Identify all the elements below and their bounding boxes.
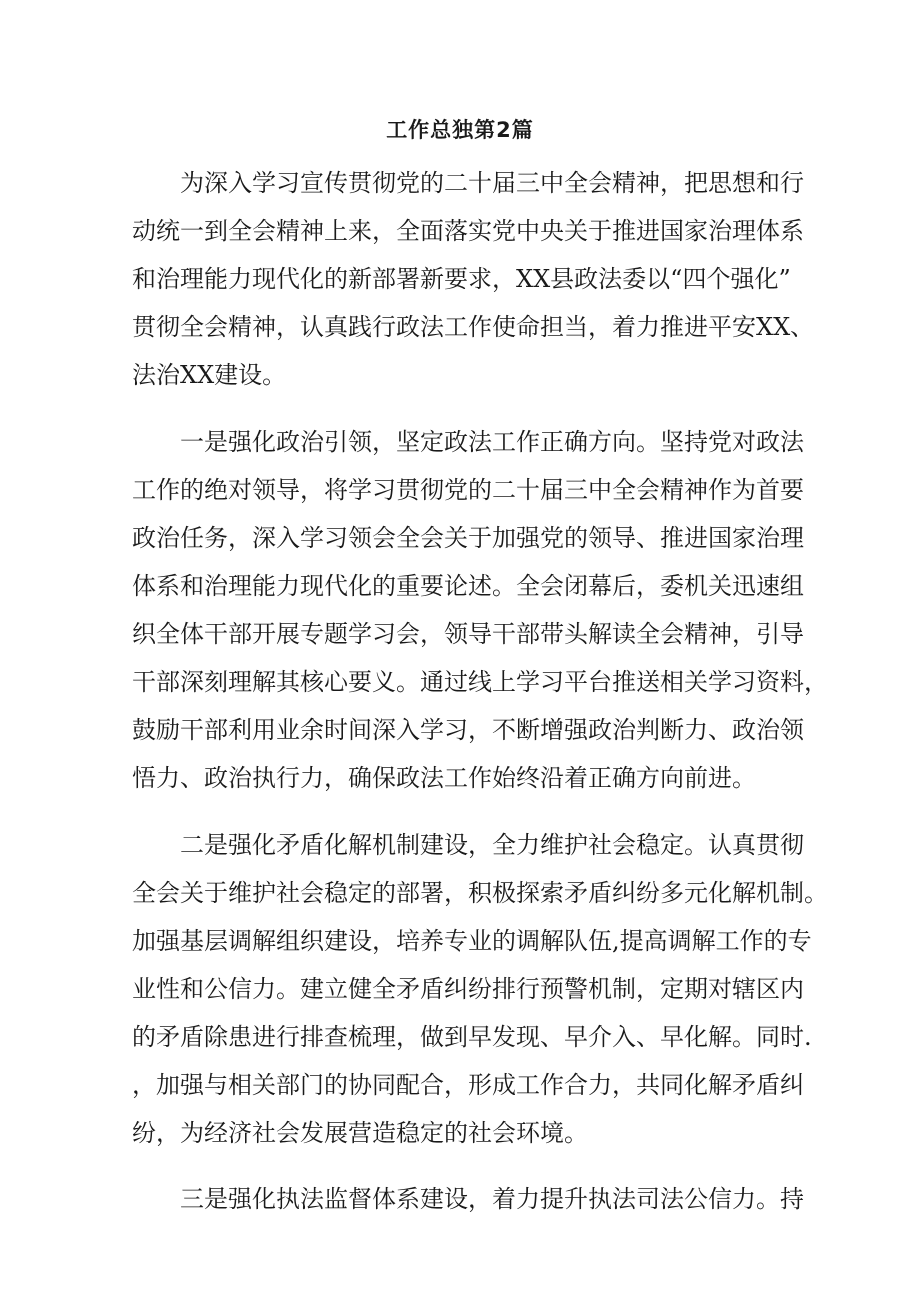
text-line: 一是强化政治引领，坚定政法工作正确方向。坚持党对政法: [180, 428, 804, 456]
text-line: 体系和治理能力现代化的重要论述。全会闭幕后，委机关迅速组: [132, 572, 804, 600]
text-line: 工作的绝对领导，将学习贯彻党的二十届三中全会精神作为首要: [132, 476, 804, 504]
text-line: 三是强化执法监督体系建设，着力提升执法司法公信力。持: [180, 1185, 804, 1213]
text-line: 二是强化矛盾化解机制建设，全力维护社会稳定。认真贯彻: [180, 831, 804, 859]
text-line: 为深入学习宣传贯彻党的二十届三中全会精神，把思想和行: [180, 169, 804, 197]
text-line: 动统一到全会精神上来，全面落实党中央关于推进国家治理体系: [132, 217, 804, 245]
text-line: 纷，为经济社会发展营造稳定的社会环境。: [132, 1119, 588, 1147]
document-title: 工作总独第2篇: [386, 118, 534, 142]
text-line: 悟力、政治执行力，确保政法工作始终沿着正确方向前进。: [132, 764, 756, 792]
text-line: 法治XX建设。: [132, 361, 287, 389]
text-line: 织全体干部开展专题学习会，领导干部带头解读全会精神，引导: [132, 620, 804, 648]
text-line: 贯彻全会精神，认真践行政法工作使命担当，着力推进平安XX、: [132, 313, 815, 341]
text-line: ，加强与相关部门的协同配合，形成工作合力，共同化解矛盾纠: [132, 1071, 804, 1099]
text-line: 全会关于维护社会稳定的部署，积极探索矛盾纠纷多元化解机制。: [132, 879, 828, 907]
text-line: 业性和公信力。建立健全矛盾纠纷排行预警机制，定期对辖区内: [132, 975, 804, 1003]
text-line: 鼓励干部利用业余时间深入学习，不断增强政治判断力、政治领: [132, 716, 804, 744]
text-line: 加强基层调解组织建设，培养专业的调解队伍,提高调解工作的专: [132, 927, 812, 955]
text-line: 的矛盾除患进行排查梳理，做到早发现、早介入、早化解。同时.: [132, 1023, 812, 1051]
text-line: 和治理能力现代化的新部署新要求，XX县政法委以“四个强化”: [132, 265, 791, 293]
text-line: 政治任务，深入学习领会全会关于加强党的领导、推进国家治理: [132, 524, 804, 552]
text-line: 干部深刻理解其核心要义。通过线上学习平台推送相关学习资料，: [132, 668, 828, 696]
